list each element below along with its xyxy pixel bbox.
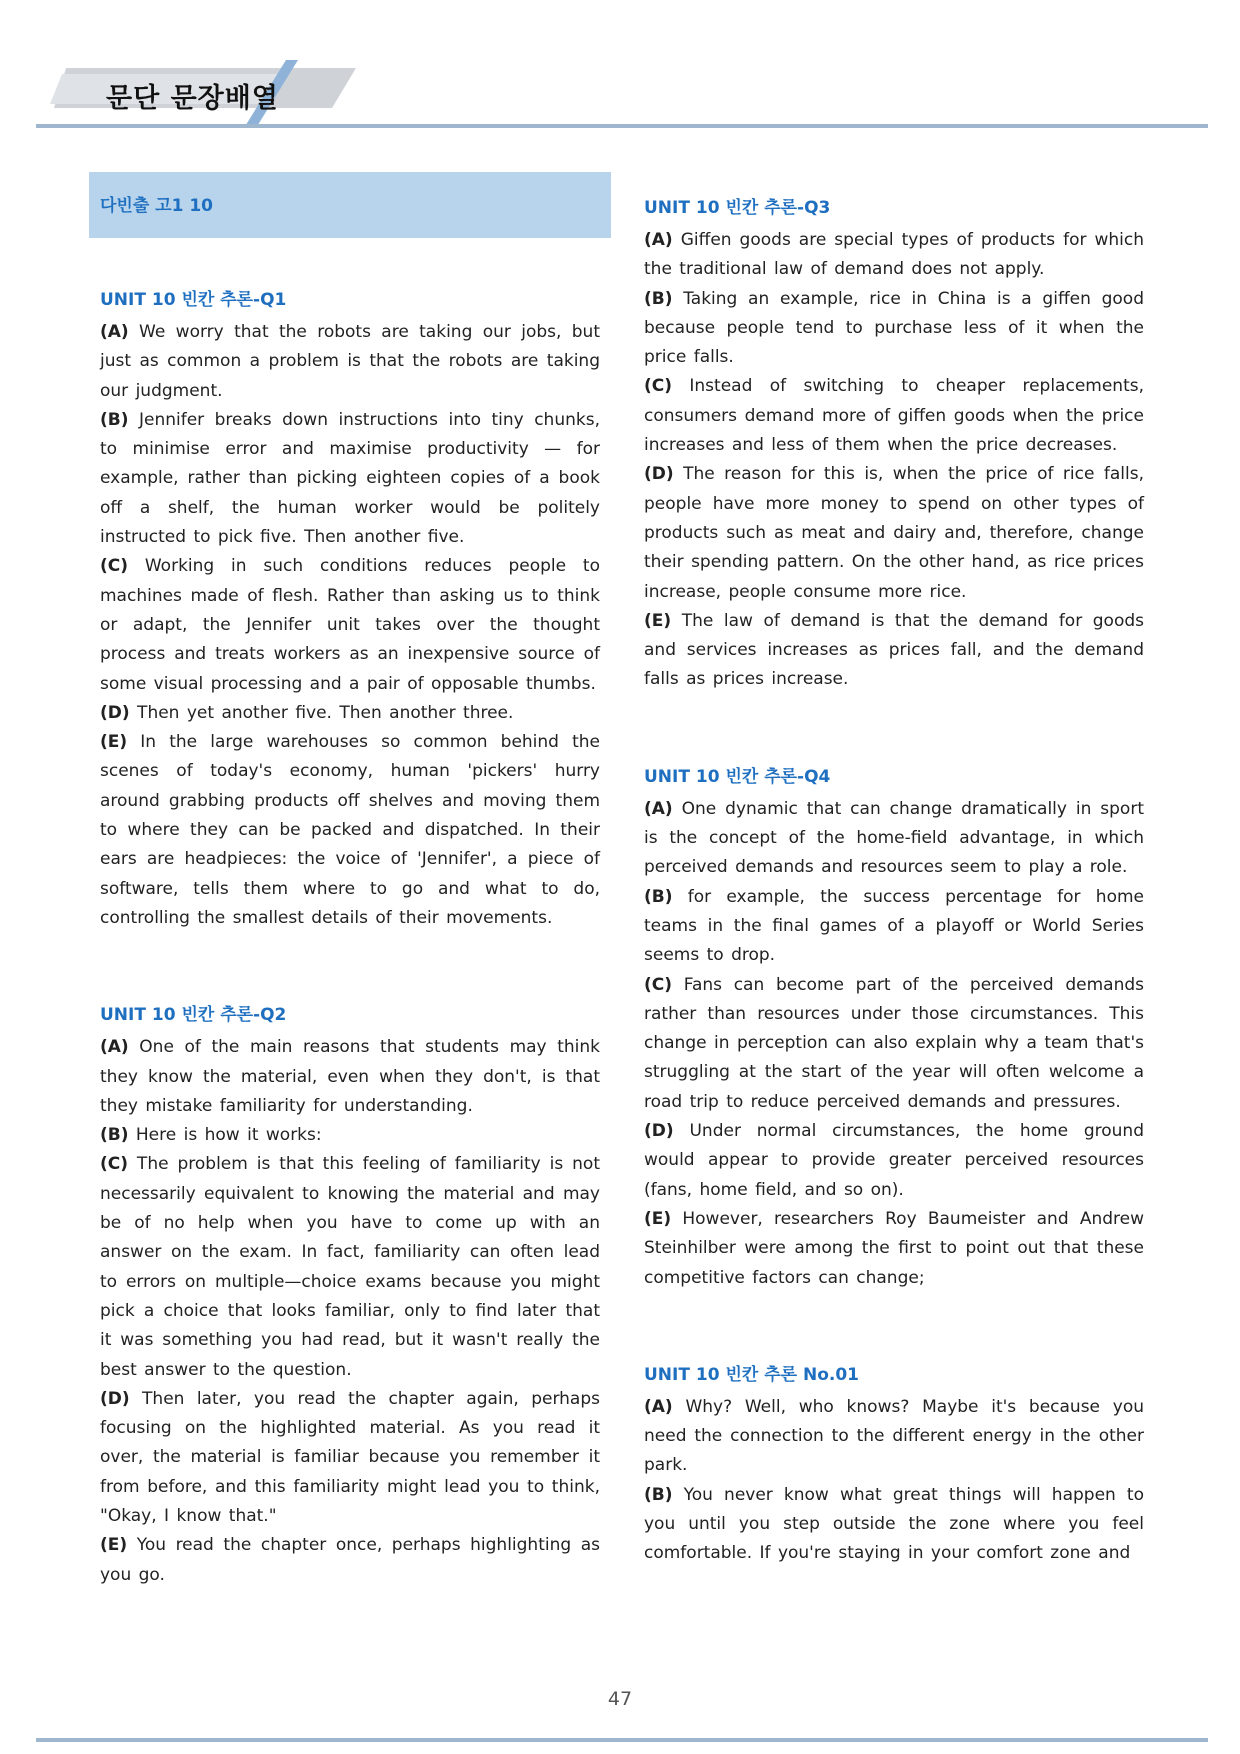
paragraph-text: The reason for this is, when the price of rice falls, people have more money to spend on other types of products such as meat and dairy and, therefore, change their spending pattern. On the other hand, as rice prices increase, people consume more rice.	[644, 464, 1144, 602]
paragraph-text: Working in such conditions reduces people to machines made of flesh. Rather than asking us to think or adapt, the Jennifer unit takes over the thought process and treats workers as an inexpensive source of some visual processing and a pair of opposable thumbs.	[100, 556, 600, 694]
paragraph-marker: (D)	[100, 702, 130, 723]
page-number: 47	[607, 1688, 633, 1710]
paragraph-marker: (A)	[644, 1396, 673, 1417]
paragraph-marker: (B)	[644, 886, 673, 907]
paragraph-marker: (D)	[644, 1121, 674, 1142]
source-label: 다빈출 고1 10	[100, 196, 214, 216]
question-title: UNIT 10 빈칸 추론-Q2	[100, 1005, 287, 1026]
paragraph-text: Then later, you read the chapter again, perhaps focusing on the highlighted material. As you read it over, the material is familiar because you remember it from before, and this familiarity might lead you to think, "Okay, I know that."	[100, 1388, 600, 1526]
paragraph-text: Under normal circumstances, the home ground would appear to provide greater perceived resources (fans, home field, and so on).	[644, 1121, 1144, 1200]
paragraph-text: You read the chapter once, perhaps highlighting as you go.	[100, 1535, 600, 1585]
paragraph-marker: (E)	[644, 610, 672, 631]
paragraph-text: Why? Well, who knows? Maybe it's because you need the connection to the different energy in the other park.	[644, 1396, 1144, 1476]
paragraph-marker: (B)	[644, 288, 673, 309]
source-label-box	[89, 172, 611, 238]
section-title: 문단 문장배열	[106, 83, 279, 114]
question-block	[644, 196, 1144, 695]
paragraph-marker: (A)	[100, 1037, 129, 1058]
page-header	[36, 60, 1206, 132]
paragraph-marker: (C)	[644, 974, 673, 995]
paragraph-text: The problem is that this feeling of familiarity is not necessarily equivalent to knowing the material and may be of no help when you have to come up with an answer on the exam. In fact, familiarity can often lead to errors on multiple—choice exams because you might pick a choice that looks familiar, only to find later that it was something you had read, but it wasn't really the best answer to the question.	[100, 1154, 600, 1380]
question-paragraph	[644, 226, 1144, 695]
question-title: UNIT 10 빈칸 추론 No.01	[644, 1364, 859, 1385]
paragraph-marker: (C)	[644, 376, 673, 397]
question-title: UNIT 10 빈칸 추론-Q1	[100, 290, 287, 310]
paragraph-marker: (C)	[100, 556, 129, 577]
paragraph-text: You never know what great things will happen to you until you step outside the zone where you feel comfortable. If you're staying in your comfort zone and	[644, 1484, 1144, 1564]
question-paragraph	[100, 1033, 600, 1590]
paragraph-marker: (C)	[100, 1154, 129, 1175]
paragraph-text: Then yet another five. Then another three.	[129, 702, 514, 723]
header-divider	[36, 124, 1208, 128]
paragraph-text: Fans can become part of the perceived demands rather than resources under those circumstances. This change in perception can also explain why a team that's struggling at the start of the year will often welcome a road trip to reduce perceived demands and pressures.	[644, 974, 1144, 1112]
left-column	[100, 172, 600, 1590]
question-paragraph	[644, 1393, 1144, 1569]
paragraph-text: for example, the success percentage for home teams in the final games of a playoff or World Series seems to drop.	[644, 886, 1144, 966]
question-title: UNIT 10 빈칸 추론-Q3	[644, 198, 831, 218]
paragraph-text: We worry that the robots are taking our jobs, but just as common a problem is that the robots are taking our judgment.	[100, 322, 600, 401]
question-block	[644, 1363, 1144, 1569]
question-block	[100, 1003, 600, 1590]
paragraph-marker: (D)	[644, 464, 674, 485]
paragraph-marker: (A)	[644, 230, 673, 250]
paragraph-marker: (B)	[100, 409, 129, 430]
question-title: UNIT 10 빈칸 추론-Q4	[644, 766, 831, 787]
paragraph-text: However, researchers Roy Baumeister and Andrew Steinhilber were among the first to point out that these competitive factors can change;	[644, 1208, 1144, 1288]
paragraph-text: Instead of switching to cheaper replacements, consumers demand more of giffen goods when the price increases and less of them when the price decreases.	[644, 376, 1144, 456]
paragraph-text: In the large warehouses so common behind the scenes of today's economy, human 'pickers' hurry around grabbing products off shelves and moving them to where they can be packed and dispatched. In their ears are headpieces: the voice of 'Jennifer', a piece of software, tells them where to go and what to do, controlling the smallest details of their movements.	[100, 732, 600, 928]
paragraph-text: Here is how it works:	[128, 1125, 322, 1146]
question-paragraph	[100, 318, 600, 933]
paragraph-marker: (B)	[100, 1125, 129, 1146]
right-column	[644, 172, 1144, 1569]
paragraph-text: One of the main reasons that students may think they know the material, even when they don't, is that they mistake familiarity for understanding.	[100, 1037, 600, 1116]
footer-divider	[36, 1738, 1208, 1742]
question-block	[100, 288, 600, 933]
paragraph-text: Jennifer breaks down instructions into tiny chunks, to minimise error and maximise productivity — for example, rather than picking eighteen copies of a book off a shelf, the human worker would be politely instructed to pick five. Then another five.	[100, 409, 600, 548]
paragraph-marker: (A)	[100, 322, 129, 342]
paragraph-marker: (E)	[100, 732, 128, 753]
paragraph-marker: (E)	[644, 1208, 672, 1229]
paragraph-marker: (A)	[644, 798, 673, 819]
question-paragraph	[644, 795, 1144, 1293]
paragraph-text: One dynamic that can change dramatically in sport is the concept of the home-field advantage, in which perceived demands and resources seem to play a role.	[644, 798, 1144, 878]
paragraph-marker: (D)	[100, 1388, 130, 1409]
paragraph-text: Taking an example, rice in China is a giffen good because people tend to purchase less of it when the price falls.	[644, 288, 1144, 368]
paragraph-marker: (B)	[644, 1484, 673, 1505]
question-block	[644, 765, 1144, 1293]
paragraph-text: The law of demand is that the demand for goods and services increases as prices fall, and the demand falls as prices increase.	[644, 610, 1144, 690]
paragraph-marker: (E)	[100, 1535, 128, 1556]
paragraph-text: Giffen goods are special types of products for which the traditional law of demand does not apply.	[644, 230, 1144, 280]
